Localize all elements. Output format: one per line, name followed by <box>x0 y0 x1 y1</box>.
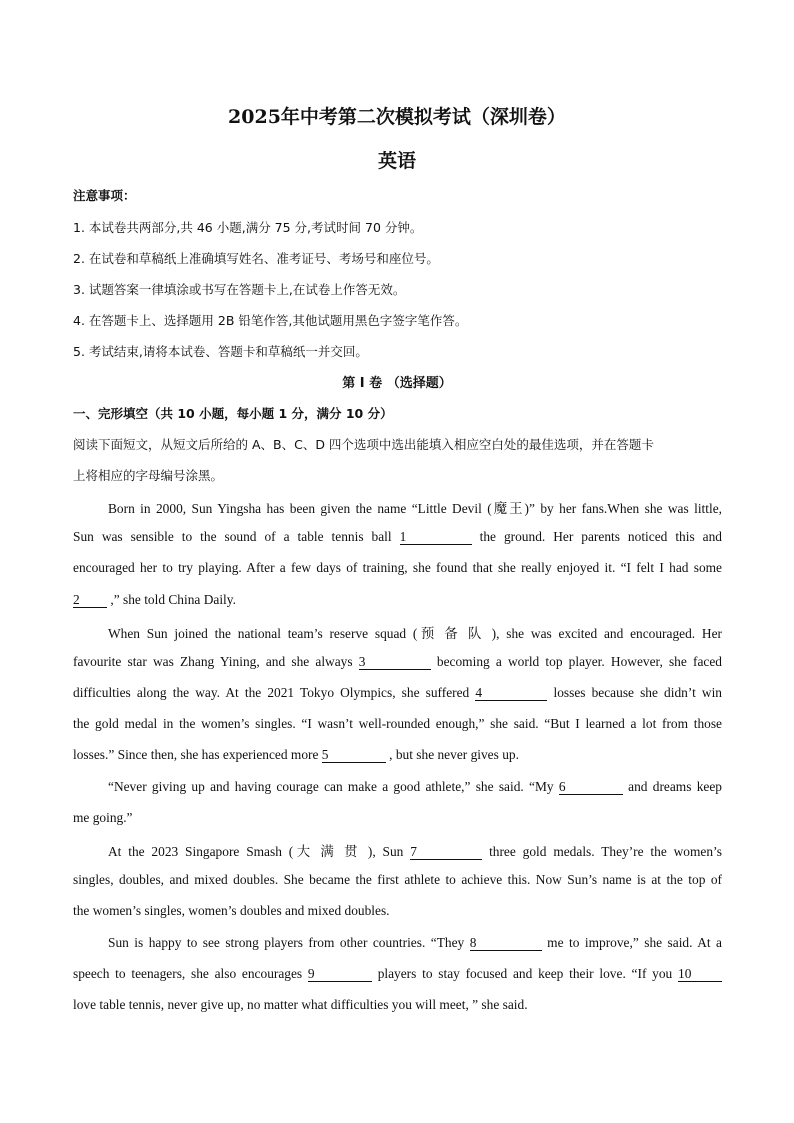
answer-blank-8: 8 <box>470 936 542 951</box>
instruction-line: 阅读下面短文，从短文后所给的 A、B、C、D 四个选项中选出能填入相应空白处的最佳选项，并在答题卡 <box>73 437 654 452</box>
answer-blank-3: 3 <box>359 655 431 670</box>
answer-blank-9: 9 <box>308 967 372 982</box>
passage-line: Born in 2000, Sun Yingsha has been given the name “Little Devil (魔王)” by her fans.When she was little, <box>108 501 722 516</box>
note-item: 5. 考试结束,请将本试卷、答题卡和草稿纸一并交回。 <box>73 344 368 359</box>
passage-line <box>73 685 722 701</box>
answer-blank-4: 4 <box>475 686 547 701</box>
passage-text: players to stay focused and keep their love. “If you <box>377 966 673 981</box>
passage-text: losses because she didn’t win <box>553 685 722 700</box>
exam-title: 2025年中考第二次模拟考试（深圳卷） <box>228 106 566 128</box>
passage-line: love table tennis, never give up, no matter what difficulties you will meet, ” she said. <box>73 997 528 1012</box>
passage-line: When Sun joined the national team’s reserve squad (预 备 队 ), she was excited and encouraged. Her <box>108 626 722 641</box>
section-title: 第 I 卷 （选择题） <box>342 376 452 391</box>
instruction-line: 上将相应的字母编号涂黑。 <box>73 468 224 483</box>
passage-text: difficulties along the way. At the 2021 Tokyo Olympics, she suffered <box>73 685 470 700</box>
passage-line: me going.” <box>73 810 133 825</box>
passage-line: encouraged her to try playing. After a few days of training, she found that she really enjoyed it. “I felt I had some <box>73 560 722 575</box>
passage-line <box>108 935 722 951</box>
answer-blank-5: 5 <box>322 748 386 763</box>
answer-blank-1: 1 <box>400 530 472 545</box>
passage-line <box>108 779 722 795</box>
passage-text: me to improve,” she said. At a <box>547 935 722 950</box>
answer-blank-10: 10 <box>678 967 722 982</box>
answer-blank-2: 2 <box>73 593 107 608</box>
passage-line: the gold medal in the women’s singles. “I wasn’t well-rounded enough,” she said. “But I learned a lot from those <box>73 716 722 731</box>
answer-blank-7: 7 <box>410 845 482 860</box>
note-item: 1. 本试卷共两部分,共 46 小题,满分 75 分,考试时间 70 分钟。 <box>73 220 423 235</box>
part-heading: 一、完形填空（共 10 小题，每小题 1 分，满分 10 分） <box>73 406 393 421</box>
note-item: 3. 试题答案一律填涂或书写在答题卡上,在试卷上作答无效。 <box>73 282 406 297</box>
subject-title: 英语 <box>377 150 416 172</box>
passage-text: Sun is happy to see strong players from other countries. “They <box>108 935 465 950</box>
passage-line <box>73 966 722 982</box>
passage-text: three gold medals. They’re the women’s <box>489 844 722 859</box>
passage-text: favourite star was Zhang Yining, and she always <box>73 654 353 669</box>
notes-heading: 注意事项： <box>73 188 136 203</box>
passage-line <box>73 592 722 608</box>
note-item: 4. 在答题卡上、选择题用 2B 铅笔作答,其他试题用黑色字签字笔作答。 <box>73 313 468 328</box>
passage-line <box>108 841 722 860</box>
passage-text: At the 2023 Singapore Smash (大 满 贯 ), Sun <box>108 844 404 859</box>
passage-line <box>73 747 722 763</box>
passage-text: becoming a world top player. However, she faced <box>436 654 722 669</box>
passage-line: singles, doubles, and mixed doubles. She became the first athlete to achieve this. Now Sun’s name is at the top of <box>73 872 722 887</box>
passage-line <box>73 529 722 545</box>
note-item: 2. 在试卷和草稿纸上准确填写姓名、准考证号、考场号和座位号。 <box>73 251 439 266</box>
passage-text: “Never giving up and having courage can make a good athlete,” she said. “My <box>108 779 554 794</box>
answer-blank-6: 6 <box>559 780 623 795</box>
passage-text: the ground. Her parents noticed this and <box>479 529 722 544</box>
passage-text: speech to teenagers, she also encourages <box>73 966 303 981</box>
passage-text: losses.” Since then, she has experienced more <box>73 747 319 762</box>
passage-text: Sun was sensible to the sound of a table tennis ball <box>73 529 392 544</box>
passage-line <box>73 654 722 670</box>
passage-line: the women’s singles, women’s doubles and mixed doubles. <box>73 903 390 918</box>
passage-text: and dreams keep <box>628 779 722 794</box>
passage-text: , but she never gives up. <box>389 747 519 762</box>
passage-text: ,” she told China Daily. <box>110 592 236 607</box>
